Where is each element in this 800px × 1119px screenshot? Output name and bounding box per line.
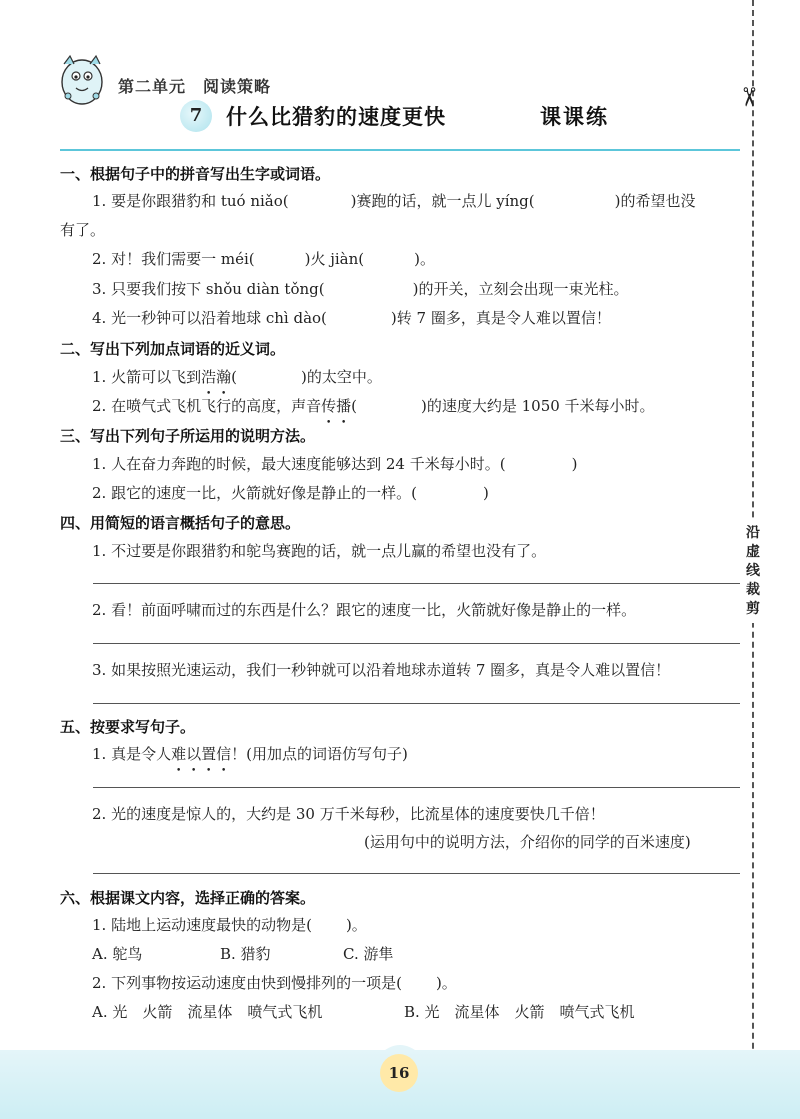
s1-line-2 — [92, 248, 435, 269]
section-6-title: 六、根据课文内容，选择正确的答案。 — [60, 889, 316, 907]
s3-line-2 — [92, 482, 489, 503]
s5-question-2-note: (运用句中的说明方法，介绍你的同学的百米速度) — [364, 833, 691, 851]
answer-line[interactable] — [93, 583, 740, 584]
s6-text: 1. 陆地上运动速度最快的动物是( — [92, 916, 312, 934]
s3-line-1 — [92, 453, 577, 474]
s1-text: 2. 对！我们需要一 méi( — [92, 250, 255, 268]
cut-label-char: 沿 — [746, 525, 760, 541]
dotted-char: 置 — [201, 745, 217, 763]
dotted-char: 瀚 — [216, 368, 232, 386]
s1-text: )。 — [414, 250, 435, 268]
s2-text: 2. 在喷气式飞机飞行的高度，声音 — [92, 397, 322, 415]
s1-text: )的开关，立刻会出现一束光柱。 — [412, 280, 629, 298]
s3-text: ) — [571, 455, 578, 473]
section-3-title: 三、写出下列句子所运用的说明方法。 — [60, 427, 316, 445]
s6-text: 2. 下列事物按运动速度由快到慢排列的一项是( — [92, 974, 402, 992]
s6-question-2 — [92, 972, 457, 993]
cut-label-char: 虚 — [746, 544, 760, 560]
s6-q1-option-c[interactable]: C. 游隼 — [343, 945, 394, 963]
s6-q2-option-b[interactable]: B. 光 流星体 火箭 喷气式飞机 — [404, 1003, 635, 1021]
mascot-icon — [52, 50, 110, 110]
s1-text: )转 7 圈多，真是令人难以置信！ — [390, 309, 611, 327]
s4-question-2: 2. 看！前面呼啸而过的东西是什么？跟它的速度一比，火箭就好像是静止的一样。 — [92, 601, 637, 619]
cut-label-char: 剪 — [746, 601, 760, 617]
dotted-char: 播 — [336, 397, 352, 415]
section-5-title: 五、按要求写句子。 — [60, 718, 196, 736]
answer-line[interactable] — [93, 873, 740, 874]
s6-text: )。 — [435, 974, 457, 992]
s1-line-1 — [92, 190, 696, 211]
s5-text: ！(用加点的词语仿写句子) — [231, 745, 408, 763]
dotted-char: 难 — [171, 745, 187, 763]
s5-question-2: 2. 光的速度是惊人的，大约是 30 万千米每秒，比流星体的速度要快几千倍！ — [92, 805, 605, 823]
s6-q2-option-a[interactable]: A. 光 火箭 流星体 喷气式飞机 — [92, 1003, 323, 1021]
s1-text: 4. 光一秒钟可以沿着地球 chì dào( — [92, 309, 327, 327]
s6-q1-option-b[interactable]: B. 猎豹 — [220, 945, 271, 963]
dotted-word — [321, 397, 351, 415]
s2-text: )的太空中。 — [300, 368, 382, 386]
dotted-char: 浩 — [201, 368, 217, 386]
page-number: 16 — [380, 1054, 418, 1092]
s1-text: 3. 只要我们按下 shǒu diàn tǒng( — [92, 280, 325, 298]
s1-line-4 — [92, 307, 611, 328]
scissors-icon: ✂ — [732, 86, 763, 108]
s5-question-1 — [92, 743, 408, 764]
dotted-char: 以 — [186, 745, 202, 763]
s2-text: )的速度大约是 1050 千米每小时。 — [420, 397, 655, 415]
s2-text: ( — [351, 397, 357, 415]
dotted-char: 信 — [216, 745, 232, 763]
s6-question-1 — [92, 914, 367, 935]
lesson-number-badge: 7 — [180, 100, 212, 132]
section-2-title: 二、写出下列加点词语的近义词。 — [60, 340, 286, 358]
s3-text: 2. 跟它的速度一比，火箭就好像是静止的一样。( — [92, 484, 417, 502]
s4-question-1: 1. 不过要是你跟猎豹和鸵鸟赛跑的话，就一点儿赢的希望也没有了。 — [92, 542, 547, 560]
s6-text: )。 — [345, 916, 367, 934]
lesson-title: 什么比猎豹的速度更快 — [226, 105, 446, 129]
s1-line-3 — [92, 278, 628, 299]
dotted-word — [171, 745, 231, 763]
answer-line[interactable] — [93, 703, 740, 704]
s1-text: 1. 要是你跟猎豹和 tuó niǎo( — [92, 192, 289, 210]
s1-text: )赛跑的话，就一点儿 yíng( — [350, 192, 535, 210]
cut-label-char: 线 — [746, 563, 760, 579]
dotted-word — [201, 368, 231, 386]
s1-text: )的希望也没 — [614, 192, 696, 210]
s2-text: 1. 火箭可以飞到 — [92, 368, 202, 386]
cut-label-char: 裁 — [746, 582, 760, 598]
s3-text: ) — [482, 484, 489, 502]
section-1-title: 一、根据句子中的拼音写出生字或词语。 — [60, 165, 331, 183]
s2-line-1 — [92, 366, 382, 387]
s2-text: ( — [231, 368, 237, 386]
answer-line[interactable] — [93, 643, 740, 644]
s1-text: )火 jiàn( — [304, 250, 365, 268]
s2-line-2 — [92, 395, 655, 416]
answer-line[interactable] — [93, 787, 740, 788]
s4-question-3: 3. 如果按照光速运动，我们一秒钟就可以沿着地球赤道转 7 圈多，真是令人难以置信！ — [92, 661, 671, 679]
s5-text: 1. 真是令人 — [92, 745, 172, 763]
unit-title: 第二单元 阅读策略 — [118, 77, 272, 96]
header-divider — [60, 149, 740, 151]
cut-label — [743, 520, 763, 623]
s3-text: 1. 人在奋力奔跑的时候，最大速度能够达到 24 千米每小时。( — [92, 455, 506, 473]
practice-label: 课课练 — [540, 105, 609, 129]
dotted-char: 传 — [321, 397, 337, 415]
s1-line-1-cont: 有了。 — [60, 221, 106, 239]
section-4-title: 四、用简短的语言概括句子的意思。 — [60, 514, 301, 532]
s6-q1-option-a[interactable]: A. 鸵鸟 — [92, 945, 143, 963]
